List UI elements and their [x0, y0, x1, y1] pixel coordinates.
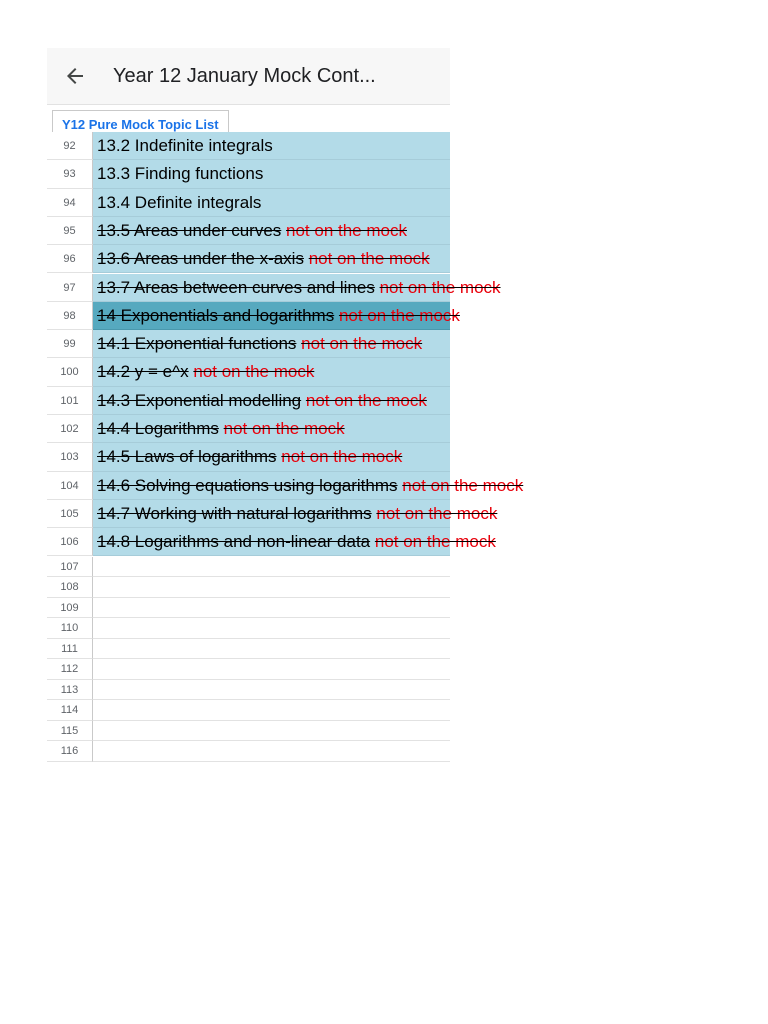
topic-text: 14.4 Logarithms	[97, 419, 219, 438]
table-row	[47, 700, 450, 721]
row-number[interactable]: 112	[47, 659, 93, 680]
table-row	[47, 577, 450, 598]
topic-cell[interactable]	[93, 528, 496, 556]
not-on-mock-note: not on the mock	[379, 277, 501, 297]
row-number[interactable]: 109	[47, 598, 93, 619]
topic-cell[interactable]	[93, 302, 460, 330]
not-on-mock-note: not on the mock	[376, 503, 498, 523]
row-number[interactable]: 96	[47, 245, 93, 273]
table-row	[47, 472, 524, 500]
sheets-app	[47, 48, 524, 757]
topic-text: 14.3 Exponential modelling	[97, 390, 302, 410]
document-title: Year 12 January Mock Cont...	[113, 65, 376, 87]
row-number[interactable]: 108	[47, 577, 93, 598]
topic-cell[interactable]	[93, 659, 450, 680]
topic-text: 13.2 Indefinite integrals	[97, 136, 273, 155]
row-number[interactable]: 111	[47, 639, 93, 660]
topic-cell[interactable]	[93, 618, 450, 639]
table-row	[47, 160, 450, 188]
sheet-tab-y12-pure-mock-topic-list[interactable]: Y12 Pure Mock Topic List	[52, 110, 229, 138]
topic-cell[interactable]	[93, 415, 450, 443]
table-row	[47, 500, 498, 528]
row-number[interactable]: 107	[47, 557, 93, 578]
table-row	[47, 358, 450, 386]
topic-text: 14.1 Exponential functions	[97, 334, 297, 354]
table-row	[47, 741, 450, 762]
arrow-back-icon[interactable]	[63, 64, 87, 88]
topic-text: 13.4 Definite integrals	[97, 192, 262, 212]
spreadsheet-grid[interactable]	[47, 136, 524, 757]
row-number[interactable]: 97	[47, 274, 93, 302]
row-number[interactable]: 98	[47, 302, 93, 330]
row-number[interactable]: 99	[47, 330, 93, 358]
table-row	[47, 659, 450, 680]
table-row	[47, 528, 496, 556]
topic-cell[interactable]	[93, 330, 450, 358]
row-number[interactable]: 110	[47, 618, 93, 639]
row-number[interactable]: 113	[47, 680, 93, 701]
topic-cell[interactable]	[93, 160, 450, 188]
topic-cell[interactable]	[93, 274, 501, 302]
topic-cell[interactable]	[93, 472, 524, 500]
row-number[interactable]: 94	[47, 189, 93, 217]
row-number[interactable]: 106	[47, 528, 93, 556]
not-on-mock-note: not on the mock	[308, 249, 430, 269]
topic-cell[interactable]	[93, 741, 450, 762]
table-row	[47, 274, 501, 302]
table-row	[47, 302, 460, 330]
topic-text: 13.7 Areas between curves and lines	[97, 277, 375, 297]
topic-text: 14.2 y = e^x	[97, 362, 189, 382]
topic-cell[interactable]	[93, 721, 450, 742]
table-row	[47, 680, 450, 701]
table-row	[47, 330, 450, 358]
row-number[interactable]: 92	[47, 132, 93, 160]
not-on-mock-note: not on the mock	[193, 362, 315, 382]
topic-text: 14.8 Logarithms and non-linear data	[97, 532, 371, 552]
topic-cell[interactable]	[93, 132, 450, 160]
row-number[interactable]: 116	[47, 741, 93, 762]
not-on-mock-note: not on the mock	[402, 475, 524, 495]
table-row	[47, 639, 450, 660]
table-row	[47, 598, 450, 619]
topic-cell[interactable]	[93, 443, 450, 471]
row-number[interactable]: 101	[47, 387, 93, 415]
row-number[interactable]: 102	[47, 415, 93, 443]
not-on-mock-note: not on the mock	[286, 220, 407, 240]
row-number[interactable]: 93	[47, 160, 93, 188]
topic-text: 13.5 Areas under curves	[97, 220, 282, 240]
topic-cell[interactable]	[93, 680, 450, 701]
topic-cell[interactable]	[93, 577, 450, 598]
topic-cell[interactable]	[93, 387, 450, 415]
topic-text: 14.7 Working with natural logarithms	[97, 503, 372, 523]
table-row	[47, 618, 450, 639]
topic-cell[interactable]	[93, 700, 450, 721]
not-on-mock-note: not on the mock	[223, 419, 345, 438]
not-on-mock-note: not on the mock	[305, 390, 427, 410]
table-row	[47, 245, 450, 273]
table-row	[47, 387, 450, 415]
row-number[interactable]: 105	[47, 500, 93, 528]
topic-text: 13.6 Areas under the x-axis	[97, 249, 304, 269]
topic-cell[interactable]	[93, 217, 450, 245]
not-on-mock-note: not on the mock	[301, 334, 423, 354]
row-number[interactable]: 104	[47, 472, 93, 500]
table-row	[47, 415, 450, 443]
row-number[interactable]: 100	[47, 358, 93, 386]
topic-text: 14.6 Solving equations using logarithms	[97, 475, 398, 495]
table-row	[47, 132, 450, 160]
row-number[interactable]: 95	[47, 217, 93, 245]
topic-text: 14.5 Laws of logarithms	[97, 447, 277, 467]
topic-text: 13.3 Finding functions	[97, 164, 264, 184]
topic-cell[interactable]	[93, 598, 450, 619]
topic-cell[interactable]	[93, 639, 450, 660]
table-row	[47, 443, 450, 471]
table-row	[47, 557, 450, 578]
table-row	[47, 721, 450, 742]
topic-cell[interactable]	[93, 189, 450, 217]
topic-cell[interactable]	[93, 358, 450, 386]
row-number[interactable]: 114	[47, 700, 93, 721]
topic-cell[interactable]	[93, 500, 498, 528]
row-number[interactable]: 103	[47, 443, 93, 471]
topic-cell[interactable]	[93, 245, 450, 273]
table-row	[47, 217, 450, 245]
table-row	[47, 189, 450, 217]
not-on-mock-note: not on the mock	[281, 447, 403, 467]
not-on-mock-note: not on the mock	[338, 305, 460, 325]
topic-text: 14 Exponentials and logarithms	[97, 305, 335, 325]
not-on-mock-note: not on the mock	[374, 532, 496, 552]
row-number[interactable]: 115	[47, 721, 93, 742]
app-bar	[47, 48, 450, 105]
topic-cell[interactable]	[93, 557, 450, 578]
